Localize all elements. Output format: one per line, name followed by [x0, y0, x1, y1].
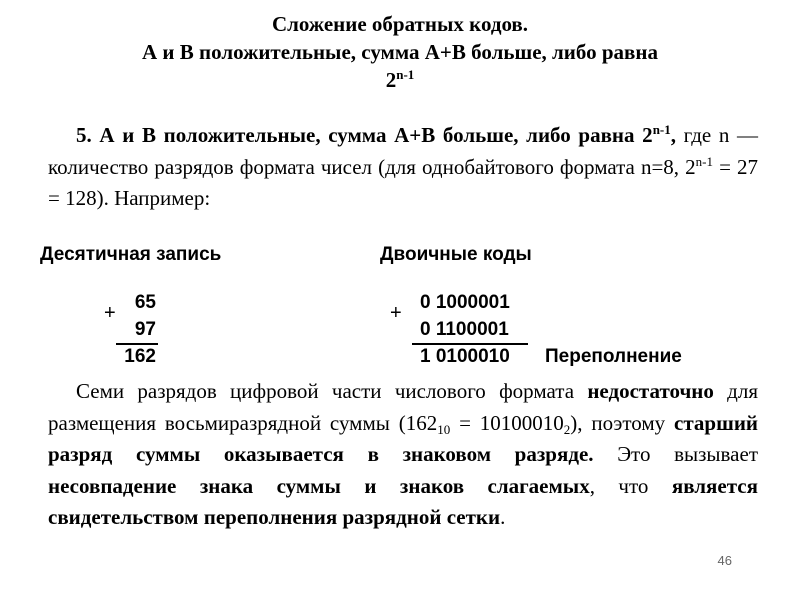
explanation-subscript-decimal: 10 — [437, 421, 451, 437]
decimal-header: Десятичная запись — [40, 244, 222, 265]
title-line-1: Сложение обратных кодов. — [271, 12, 529, 36]
decimal-addend-b: 97 — [134, 319, 156, 340]
decimal-plus-sign: + — [104, 302, 116, 324]
explanation-text-7: . — [500, 505, 506, 529]
binary-sum-rule — [412, 343, 528, 345]
explanation-bold-3: несовпадение знака суммы и знаков слагаемых — [48, 473, 590, 498]
decimal-addend-a: 65 — [134, 292, 156, 313]
condition-text-a: где n — количество разрядов формата чисел (для однобайтового формата n=8, 2 — [48, 123, 759, 179]
decimal-sum: 162 — [124, 346, 156, 367]
page-number: 46 — [717, 553, 732, 568]
binary-header: Двоичные коды — [380, 244, 532, 265]
paragraph-condition — [48, 120, 758, 215]
binary-addend-b: 0 1100001 — [420, 319, 509, 340]
explanation-text-3: = 10100010 — [450, 410, 564, 435]
title-line-2: А и В положительные, сумма А+В больше, либо равна — [142, 40, 658, 64]
decimal-sum-rule — [116, 343, 158, 345]
title-power-exponent: n-1 — [396, 67, 415, 82]
explanation-text-2: для размещения восьмиразрядной суммы (162 — [48, 379, 758, 435]
binary-plus-sign: + — [390, 302, 402, 324]
condition-bold-comma: , — [670, 123, 676, 147]
explanation-bold-1: недостаточно — [587, 379, 714, 403]
condition-bold-lead: 5. А и В положительные, сумма А+В больше, либо равна 2 — [76, 123, 653, 147]
paragraph-explanation — [48, 376, 758, 534]
explanation-bold-4: является свидетельством переполнения разрядной сетки — [48, 473, 758, 529]
slide-title — [0, 10, 800, 94]
title-line-3 — [0, 66, 800, 94]
explanation-subscript-binary: 2 — [563, 421, 571, 437]
condition-exponent: n-1 — [695, 153, 713, 169]
explanation-text-5: Это вызывает — [593, 442, 759, 466]
condition-text-b: = 27 = 128). Например: — [48, 154, 758, 210]
explanation-bold-2: старший разряд суммы оказывается в знаковом разряде. — [48, 410, 759, 466]
binary-sum: 1 0100010 — [420, 346, 510, 367]
explanation-text-1: Семи разрядов цифровой части числового формата — [76, 379, 588, 403]
explanation-text-4: ), поэтому — [570, 410, 675, 435]
title-power-base: 2 — [385, 68, 397, 92]
condition-bold-exponent: n-1 — [652, 122, 671, 137]
binary-addend-a: 0 1000001 — [420, 292, 510, 313]
explanation-text-6: , что — [589, 473, 672, 498]
overflow-label: Переполнение — [545, 346, 682, 367]
